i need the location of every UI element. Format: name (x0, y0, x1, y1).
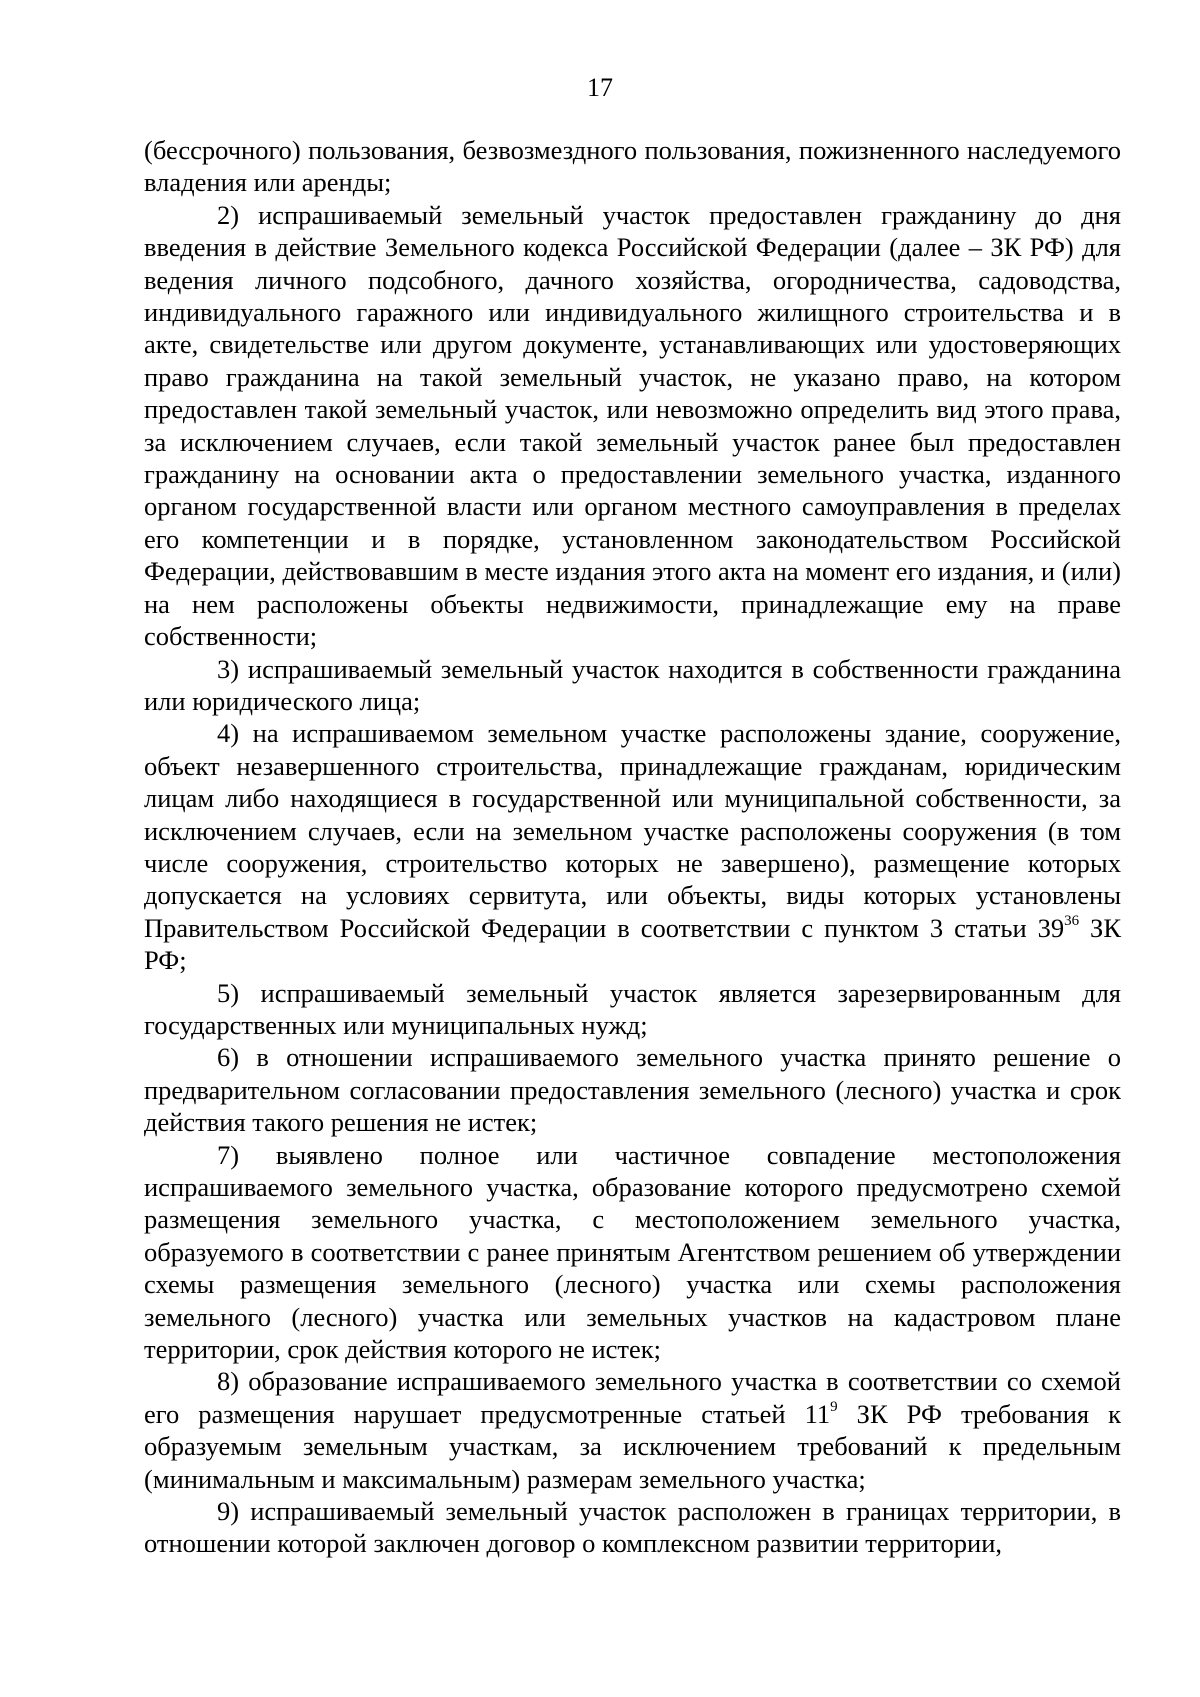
superscript-article-11-9: 9 (830, 1399, 838, 1416)
list-item-4-text: 4) на испрашиваемом земельном участке расположены здание, сооружение, объект незавершенного строительства, принадлежащие гражданам, юридическим лицам либо находящиеся в государственной или муниципальной собственности, за исключением случаев, если на земельном участке расположены сооружения (в том числе сооружения, строительство которых не завершено), размещение которых допускается на условиях сервитута, или объекты, виды которых установлены Правительством Российской Федерации в соответствии с пунктом 3 статьи 39 (144, 718, 1121, 943)
list-item-9: 9) испрашиваемый земельный участок расположен в границах территории, в отношении которой заключен договор о комплексном развитии территории, (144, 1496, 1121, 1559)
page-number: 17 (587, 73, 613, 102)
paragraph-continuation: (бессрочного) пользования, безвозмездного пользования, пожизненного наследуемого владения или аренды; (144, 135, 1121, 198)
list-item-8-text-end: ЗК РФ требования к образуемым земельным участкам, за исключением требований к предельным (минимальным и максимальным) размерам земельного участка; (144, 1398, 1121, 1494)
list-item-4-text-end: ЗК РФ; (144, 912, 1121, 976)
list-item-8 (144, 1365, 1121, 1495)
list-item-5: 5) испрашиваемый земельный участок является зарезервированным для государственных или муниципальных нужд; (144, 977, 1121, 1040)
list-item-6: 6) в отношении испрашиваемого земельного участка принято решение о предварительном согласовании предоставления земельного (лесного) участка и срок действия такого решения не истек; (144, 1042, 1121, 1138)
superscript-article-39-36: 36 (1064, 912, 1080, 929)
list-item-2: 2) испрашиваемый земельный участок предоставлен гражданину до дня введения в действие Земельного кодекса Российской Федерации (далее – ЗК РФ) для ведения личного подсобного, дачного хозяйства, огородничества, садоводства, индивидуального гаражного или индивидуального жилищного строительства и в акте, свидетельстве или другом документе, устанавливающих или удостоверяющих право гражданина на такой земельный участок, не указано право, на котором предоставлен такой земельный участок, или невозможно определить вид этого права, за исключением случаев, если такой земельный участок ранее был предоставлен гражданину на основании акта о предоставлении земельного участка, изданного органом государственной власти или органом местного самоуправления в пределах его компетенции и в порядке, установленном законодательством Российской Федерации, действовавшим в месте издания этого акта на момент его издания, и (или) на нем расположены объекты недвижимости, принадлежащие ему на праве собственности; (144, 199, 1121, 652)
list-item-3: 3) испрашиваемый земельный участок находится в собственности гражданина или юридического лица; (144, 653, 1121, 716)
document-body (144, 134, 1121, 1560)
list-item-7: 7) выявлено полное или частичное совпадение местоположения испрашиваемого земельного участка, образование которого предусмотрено схемой размещения земельного участка, с местоположением земельного участка, образуемого в соответствии с ранее принятым Агентством решением об утверждении схемы размещения земельного (лесного) участка или схемы расположения земельного (лесного) участка или земельных участков на кадастровом плане территории, срок действия которого не истек; (144, 1139, 1121, 1365)
list-item-4 (144, 717, 1121, 976)
list-item-8-text: 8) образование испрашиваемого земельного участка в соответствии со схемой его размещения нарушает предусмотренные статьей 11 (144, 1366, 1121, 1429)
